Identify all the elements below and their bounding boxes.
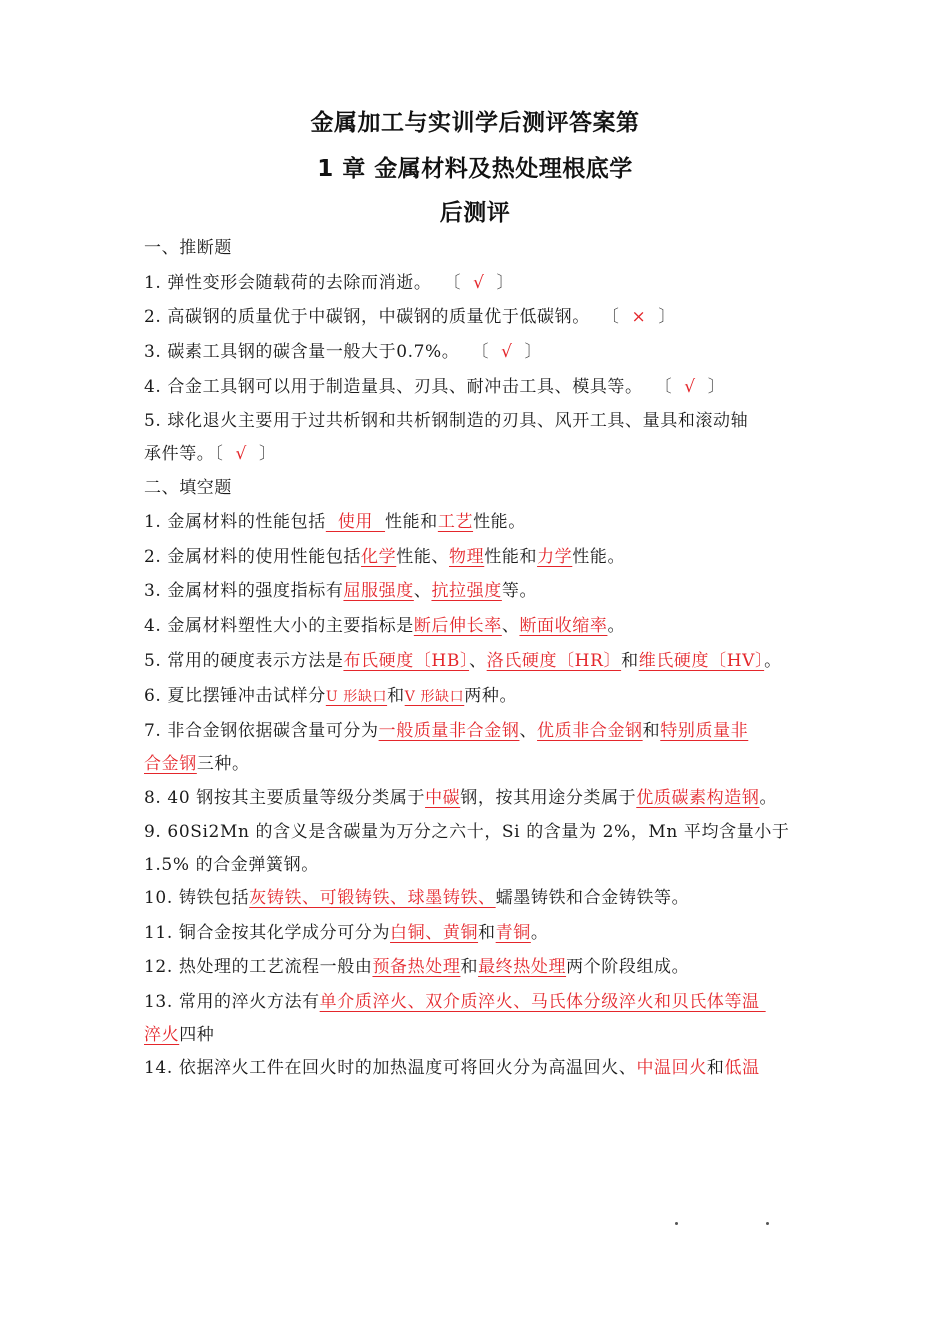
judge-item-5b: 承件等。〔 √ 〕 xyxy=(144,444,277,464)
footer-dot xyxy=(675,1222,678,1225)
fill-item-9a: 9. 60Si2Mn 的含义是含碳量为万分之六十，Si 的含量为 2%，Mn 平均含量小于 xyxy=(144,822,790,842)
doc-title-line-3: 后测评 xyxy=(439,200,511,226)
section-heading-judge: 一、推断题 xyxy=(144,238,232,258)
fill-item-4: 4. 金属材料塑性大小的主要指标是断后伸长率、断面收缩率。 xyxy=(144,616,626,636)
judge-item-3: 3. 碳素工具钢的碳含量一般大于0.7%。 〔 √ 〕 xyxy=(144,342,543,362)
judge-item-5a: 5. 球化退火主要用于过共析钢和共析钢制造的刃具、风开工具、量具和滚动轴 xyxy=(144,411,749,431)
fill-item-1: 1. 金属材料的性能包括 使用 性能和工艺性能。 xyxy=(144,512,526,532)
fill-item-6: 6. 夏比摆锤冲击试样分U 形缺口和V 形缺口两种。 xyxy=(144,686,518,706)
judge-item-4: 4. 合金工具钢可以用于制造量具、刃具、耐冲击工具、模具等。 〔 √ 〕 xyxy=(144,377,726,397)
check-mark-icon: √ xyxy=(473,273,485,293)
fill-item-7b: 合金钢三种。 xyxy=(144,754,250,774)
section-heading-fill: 二、填空题 xyxy=(144,478,232,498)
judge-item-1: 1. 弹性变形会随载荷的去除而消逝。 〔 √ 〕 xyxy=(144,273,515,293)
fill-item-12: 12. 热处理的工艺流程一般由预备热处理和最终热处理两个阶段组成。 xyxy=(144,957,690,977)
check-mark-icon: √ xyxy=(684,377,696,397)
fill-item-7a: 7. 非合金钢依据碳含量可分为一般质量非合金钢、优质非合金钢和特别质量非 xyxy=(144,721,749,741)
fill-item-5: 5. 常用的硬度表示方法是布氏硬度〔HB〕、洛氏硬度〔HR〕和维氏硬度〔HV〕。 xyxy=(144,651,782,671)
fill-item-13a: 13. 常用的淬火方法有单介质淬火、双介质淬火、马氏体分级淬火和贝氏体等温 xyxy=(144,992,766,1012)
fill-item-13b: 淬火四种 xyxy=(144,1025,215,1045)
doc-title-line-2: 1 章 金属材料及热处理根底学 xyxy=(317,156,633,182)
fill-item-3: 3. 金属材料的强度指标有屈服强度、抗拉强度等。 xyxy=(144,581,538,601)
check-mark-icon: √ xyxy=(501,342,513,362)
judge-item-2: 2. 高碳钢的质量优于中碳钢，中碳钢的质量优于低碳钢。 〔 × 〕 xyxy=(144,307,676,327)
fill-item-10: 10. 铸铁包括灰铸铁、可锻铸铁、球墨铸铁、蠕墨铸铁和合金铸铁等。 xyxy=(144,888,690,908)
fill-item-11: 11. 铜合金按其化学成分可分为白铜、黄铜和青铜。 xyxy=(144,923,549,943)
fill-item-9b: 1.5% 的合金弹簧钢。 xyxy=(144,855,319,875)
doc-title-line-1: 金属加工与实训学后测评答案第 xyxy=(310,110,640,136)
footer-dot xyxy=(766,1222,769,1225)
fill-item-2: 2. 金属材料的使用性能包括化学性能、物理性能和力学性能。 xyxy=(144,547,626,567)
fill-item-14: 14. 依据淬火工件在回火时的加热温度可将回火分为高温回火、中温回火和低温 xyxy=(144,1058,760,1078)
cross-mark-icon: × xyxy=(631,307,647,327)
fill-item-8: 8. 40 钢按其主要质量等级分类属于中碳钢，按其用途分类属于优质碳素构造钢。 xyxy=(144,788,778,808)
check-mark-icon: √ xyxy=(235,444,247,464)
